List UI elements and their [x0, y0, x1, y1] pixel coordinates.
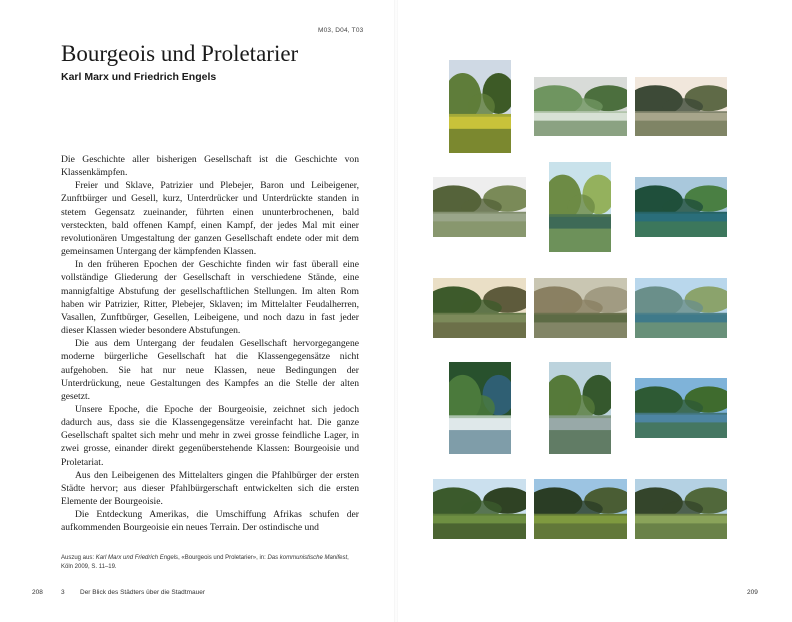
waterfall-photo	[449, 362, 511, 454]
pine-trees-photo	[534, 479, 627, 539]
source-note	[61, 554, 361, 571]
lawn-terraces-photo	[534, 77, 627, 136]
arcade-fountain-photo	[534, 278, 627, 338]
left-page-number: 208	[32, 589, 43, 596]
page-subtitle: Karl Marx und Friedrich Engels	[61, 71, 217, 83]
river-trees-photo	[433, 278, 526, 338]
paragraph: Unsere Epoche, die Epoche der Bourgeoisie, zeichnet sich jedoch dadurch aus, dass sie die Klassengegensätze vereinfacht hat. Die ganze Gesellschaft spaltet sich mehr und mehr in zwei grosse feindliche Lager, in zwei grosse, einander direkt gegenüberstehende Klassen: Bourgeoisie und Proletariat.	[61, 403, 359, 468]
garden-pond-photo	[635, 378, 727, 438]
source-prefix: Auszug aus:	[61, 555, 96, 561]
umbrella-pines-photo	[635, 479, 727, 539]
body-text	[61, 153, 359, 535]
page-code: M03, D04, T03	[318, 27, 364, 34]
right-page-number: 209	[747, 589, 758, 596]
pond-tree-photo	[549, 162, 611, 252]
chapter-number: 3	[61, 589, 65, 596]
lake-reflection-photo	[635, 177, 727, 237]
book-gutter	[394, 0, 398, 622]
page-title: Bourgeois und Proletarier	[61, 41, 299, 66]
palms-lawn-photo	[433, 479, 526, 539]
cascade-steps-photo	[549, 362, 611, 454]
source-suffix: , Köln 2009, S. 11–19.	[61, 555, 349, 570]
paragraph: Freier und Sklave, Patrizier und Plebejer, Baron und Leibeigener, Zunftbürger und Gesell, kurz, Unterdrücker und Unterdrückte standen in stetem Gegensatz zueinander, führten einen ununterbrochenen, bald versteckten, bald offenen Kampf, einen Kampf, der jedes Mal mit einer revolutionären Umgestaltung der ganzen Gesellschaft endete oder mit dem gemeinsamen Untergang der kämpfenden Klassen.	[61, 180, 359, 258]
garden-path-photo	[449, 60, 511, 153]
paragraph: Aus den Leibeigenen des Mittelalters gingen die Pfahlbürger der ersten Städte hervor; aus dieser Pfahlbürgerschaft entwickelten sich die ersten Elemente der Bourgeoisie.	[61, 469, 359, 508]
park-trees-photo	[635, 77, 727, 136]
paragraph: Die Geschichte aller bisherigen Gesellschaft ist die Geschichte von Klassenkämpfen.	[61, 154, 359, 179]
paragraph: Die aus dem Untergang der feudalen Gesellschaft hervorgegangene moderne bürgerliche Gesellschaft hat die Klassengegensätze nicht aufgehoben. Sie hat nur neue Klassen, neue Bedingungen der Unterdrückung, neue Gestaltungen des Kampfes an die Stelle der alten gesetzt.	[61, 338, 359, 402]
source-book: Das kommunistische Manifest	[267, 555, 348, 561]
source-authors: Karl Marx und Friedrich Engels	[95, 555, 179, 561]
paragraph: In den früheren Epochen der Geschichte finden wir fast überall eine vollständige Gliederung der Gesellschaft in verschiedene Stände, eine mannigfaltige Abstufung der gesellschaftlichen Stellungen. Im alten Rom haben wir Patrizier, Ritter, Plebejer, Sklaven; im Mittelalter Feudalherren, Vasallen, Zunftbürger, Gesellen, Leibeigene, und noch dazu in fast jeder dieser Klassen wieder besondere Abstufungen.	[61, 259, 359, 337]
temple-lawn-photo	[433, 177, 526, 237]
chapter-title: Der Blick des Städters über die Stadtmauer	[80, 589, 206, 596]
palace-lake-photo	[635, 278, 727, 338]
paragraph: Die Entdeckung Amerikas, die Umschiffung Afrikas schufen der aufkommenden Bourgeoisie ein neues Terrain. Der ostindische und	[61, 509, 359, 534]
source-middle: , «Bourgeois und Proletarier», in:	[178, 555, 268, 561]
